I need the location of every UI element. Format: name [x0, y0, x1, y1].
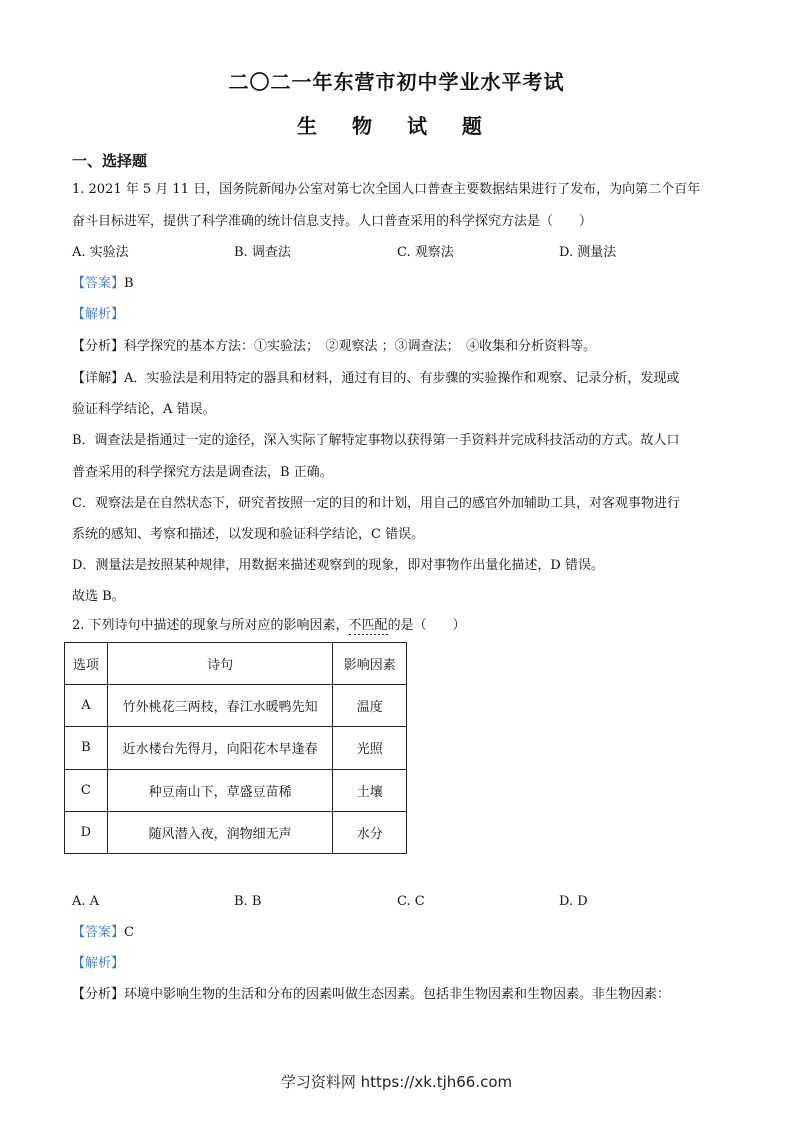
q1-detail-a-line-2: 验证科学结论，A 错误。: [72, 402, 216, 417]
site-footer: 学习资料网 https://xk.tjh66.com: [280, 1073, 513, 1091]
analysis-text: 环境中影响生物的生活和分布的因素叫做生态因素。包括非生物因素和生物因素。非生物因素：: [124, 987, 671, 1002]
q1-detail-c-line-1: C．观察法是在自然状态下，研究者按照一定的目的和计划，用自己的感官外加辅助工具，对客观事物进行: [72, 496, 680, 511]
row-factor: 土壤: [333, 769, 407, 811]
q2-answer: [72, 924, 724, 942]
q1-detail-a-line-1: [72, 370, 724, 388]
q2-stem-pre: 2. 下列诗句中描述的现象与所对应的影响因素，: [72, 618, 349, 633]
q1-detail-b-line-2: 普查采用的科学探究方法是调查法，B 正确。: [72, 465, 333, 480]
q2-stem-emphasis: 不匹配: [349, 618, 388, 635]
q1-conclusion: 故选 B。: [72, 589, 125, 604]
q1-analysis: [72, 338, 724, 356]
analysis-tag: 【分析】: [72, 987, 125, 1002]
analysis-text: 科学探究的基本方法：①实验法； ②观察法 ；③调查法； ④收集和分析资料等。: [124, 339, 597, 354]
row-poem: 种豆南山下，草盛豆苗稀: [107, 769, 333, 811]
q1-stem-line-1: 1. 2021 年 5 月 11 日，国务院新闻办公室对第七次全国人口普查主要数据结果进行了发布，为向第二个百年: [72, 182, 701, 197]
section-title: 一、选择题: [72, 152, 148, 170]
q1-detail-b-line-1: B．调查法是指通过一定的途径，深入实际了解特定事物以获得第一手资料并完成科技活动的方式。故人口: [72, 433, 680, 448]
answer-value: C: [124, 925, 134, 940]
table-row: [65, 769, 407, 811]
poem-table: [64, 642, 407, 854]
header-option: 选项: [65, 643, 108, 685]
table-row: [65, 685, 407, 727]
table-row: [65, 727, 407, 769]
row-factor: 光照: [333, 727, 407, 769]
q1-option-c: C. 观察法: [397, 245, 454, 260]
header-factor: 影响因素: [333, 643, 407, 685]
analysis-tag: 【分析】: [72, 339, 125, 354]
q2-option-b: B. B: [234, 894, 262, 909]
answer-tag: 【答案】: [72, 276, 125, 291]
table-header-row: [65, 643, 407, 685]
exam-title: 二〇二一年东营市初中学业水平考试: [228, 70, 565, 94]
row-poem: 近水楼台先得月，向阳花木早逢春: [107, 727, 333, 769]
q2-stem: [72, 617, 724, 635]
row-option: D: [65, 811, 108, 853]
q2-option-a: A. A: [72, 894, 100, 909]
q1-jiexi-tag: 【解析】: [72, 307, 125, 322]
q1-option-a: A. 实验法: [72, 245, 129, 260]
q2-jiexi-tag: 【解析】: [72, 956, 125, 971]
row-option: A: [65, 685, 108, 727]
detail-a-text: A．实验法是利用特定的器具和材料，通过有目的、有步骤的实验操作和观察、记录分析，发现或: [124, 371, 680, 386]
q2-option-d: D. D: [559, 894, 588, 909]
row-factor: 水分: [333, 811, 407, 853]
q1-answer: [72, 275, 724, 293]
answer-value: B: [124, 276, 134, 291]
answer-tag: 【答案】: [72, 925, 125, 940]
q1-option-d: D. 测量法: [559, 245, 617, 260]
row-option: B: [65, 727, 108, 769]
q2-option-c: C. C: [397, 894, 425, 909]
row-poem: 随风潜入夜，润物细无声: [107, 811, 333, 853]
q1-stem-line-2: 奋斗目标进军，提供了科学准确的统计信息支持。人口普查采用的科学探究方法是（ ）: [72, 214, 593, 229]
q1-detail-d: D．测量法是按照某种规律，用数据来描述观察到的现象，即对事物作出量化描述，D 错误。: [72, 558, 604, 573]
row-factor: 温度: [333, 685, 407, 727]
row-option: C: [65, 769, 108, 811]
table-row: [65, 811, 407, 853]
q1-detail-c-line-2: 系统的感知、考察和描述，以发现和验证科学结论，C 错误。: [72, 527, 425, 542]
detail-tag: 【详解】: [72, 371, 125, 386]
q1-option-b: B. 调查法: [234, 245, 291, 260]
q2-analysis: [72, 986, 724, 1004]
row-poem: 竹外桃花三两枝，春江水暖鸭先知: [107, 685, 333, 727]
q2-stem-post: 的是（ ）: [387, 618, 466, 633]
header-poem: 诗句: [107, 643, 333, 685]
subject-title: 生 物 试 题: [297, 114, 496, 138]
